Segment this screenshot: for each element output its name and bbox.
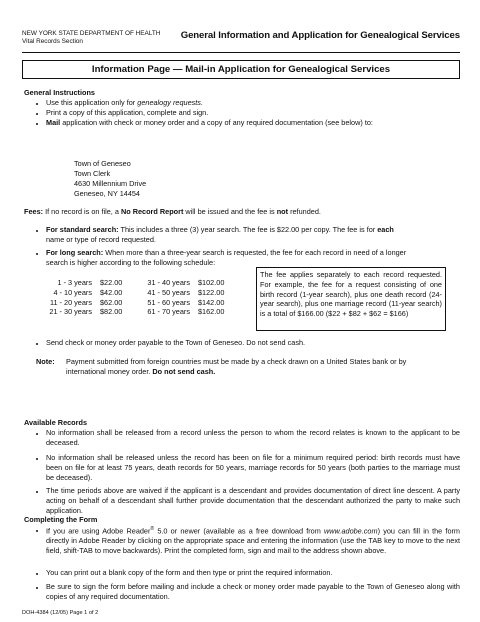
completing-item-1-text: If you are using Adobe Reader: [46, 526, 151, 536]
fees-long-label: For long search:: [46, 248, 104, 257]
completing-item-2: You can print out a blank copy of the form and then type or print the required information.: [46, 568, 333, 577]
fee-cell: $62.00: [100, 297, 123, 307]
fees-long-text: When more than a three-year search is requested, the fee for each record in need of a longer: [103, 248, 407, 257]
range-cell: 11 - 20 years: [49, 297, 92, 307]
fees-each: each: [377, 225, 394, 234]
general-instructions-heading: General Instructions: [24, 88, 95, 97]
range-cell: 61 - 70 years: [147, 307, 190, 317]
fees-standard: [46, 225, 458, 245]
bullet-icon: [36, 530, 38, 532]
address-line-3: 4630 Millennium Drive: [74, 178, 147, 188]
fees-intro-mid: will be issued and the fee is: [183, 207, 277, 216]
address-line-1: Town of Geneseo: [74, 159, 131, 168]
table-row: [46, 288, 234, 298]
mailing-address: [74, 159, 146, 199]
fee-cell: $22.00: [100, 278, 123, 287]
fees-no-record: No Record Report: [120, 207, 184, 216]
fees-label: Fees:: [24, 207, 44, 216]
document-page: [22, 22, 460, 616]
fees-standard-line-2: name or type of record requested.: [46, 234, 156, 244]
note-line-2: [66, 367, 460, 377]
range-cell: 21 - 30 years: [49, 307, 92, 317]
range-cell: 1 - 3 years: [57, 278, 92, 287]
bullet-icon: [36, 458, 38, 460]
page-footer: DOH-4384 (12/05) Page 1 of 2: [22, 610, 99, 616]
bullet-icon: [36, 573, 38, 575]
range-cell: 51 - 60 years: [147, 297, 190, 307]
fee-cell: $42.00: [100, 287, 123, 297]
bullet-icon: [36, 343, 38, 345]
fee-cell: $82.00: [100, 307, 123, 317]
fees-send-instruction: Send check or money order payable to the Town of Geneseo. Do not send cash.: [46, 338, 306, 347]
agency-section: Vital Records Section: [22, 38, 83, 45]
range-cell: 41 - 50 years: [147, 287, 190, 297]
general-item-1-text: Use this application only for: [46, 98, 138, 107]
agency-name: NEW YORK STATE DEPARTMENT OF HEALTH: [22, 30, 161, 37]
adobe-url: www.adobe.com: [324, 526, 378, 536]
completing-form-heading: Completing the Form: [24, 515, 98, 524]
fee-cell: $102.00: [198, 278, 225, 287]
table-row: [46, 298, 234, 308]
fee-schedule-table: [46, 278, 234, 317]
fees-standard-text: This includes a three (3) year search. The fee is $22.00 per copy. The fee is for: [118, 225, 378, 234]
fees-long: [46, 248, 460, 268]
bullet-icon: [36, 230, 38, 232]
document-title: General Information and Application for Genealogical Services: [180, 30, 460, 41]
table-row: [46, 307, 234, 317]
fees-standard-line-1: [46, 225, 458, 235]
fees-intro: [24, 207, 321, 217]
available-item-2: No information shall be released unless the record has been on file for a minimum required period: birth records must have been on file for at least 75 years, death records for 50 years, marriage records for 50 years (both parties to the marriage must be deceased).: [46, 453, 460, 482]
note-no-cash: Do not send cash.: [152, 366, 216, 376]
general-item-3: [46, 118, 373, 128]
header-divider: [22, 52, 460, 53]
completing-item-1-mid: 5.0 or newer (available as a free download from: [154, 526, 325, 536]
table-row: [46, 278, 234, 288]
registered-mark: ®: [150, 526, 155, 532]
range-cell: 4 - 10 years: [53, 287, 92, 297]
general-item-3-bold: Mail: [46, 118, 61, 127]
fees-not: not: [276, 207, 289, 216]
fees-standard-label: For standard search:: [46, 225, 119, 234]
page-header: [22, 30, 460, 52]
fees-intro-end: refunded.: [288, 207, 321, 216]
fees-long-line-1: [46, 248, 460, 258]
bullet-icon: [36, 113, 38, 115]
bullet-icon: [36, 123, 38, 125]
note-label: Note:: [36, 357, 55, 366]
completing-item-3: Be sure to sign the form before mailing and include a check or money order made payable to the Town of Geneseo along with copies of any required documentation.: [46, 582, 460, 601]
completing-item-1: [46, 525, 460, 556]
range-cell: 31 - 40 years: [147, 278, 190, 287]
address-line-2: Town Clerk: [74, 168, 111, 178]
fee-cell: $142.00: [198, 297, 225, 307]
available-records-heading: Available Records: [24, 418, 87, 427]
general-item-2: Print a copy of this application, complete and sign.: [46, 108, 209, 117]
agency-block: [22, 30, 160, 46]
general-item-1-emphasis: genealogy requests.: [137, 98, 203, 107]
bullet-icon: [36, 491, 38, 493]
fee-cell: $162.00: [198, 307, 225, 317]
available-item-1: No information shall be released from a record unless the person to whom the record relates is known to the applicant to be deceased.: [46, 428, 460, 447]
fee-example-box: The fee applies separately to each record requested. For example, the fee for a request consisting of one birth record (1-year search), plus one death record (24-year search), plus one marriage record (11-year search) is a total of $166.00 ($22 + $82 + $62 = $166): [256, 267, 446, 331]
address-line-4: Geneseo, NY 14454: [74, 188, 140, 198]
note-text: [66, 357, 460, 377]
note-line-1: Payment submitted from foreign countries must be made by a check drawn on a United States bank or by: [66, 357, 407, 366]
available-item-3: The time periods above are waived if the applicant is a descendant and provides documentation of direct line descent. A party acting on behalf of a descendant shall further provide documentation that the descendant authorized the party to make such application.: [46, 486, 460, 515]
info-page-title: Information Page — Mail-in Application for Genealogical Services: [22, 60, 460, 79]
fee-cell: $122.00: [198, 287, 225, 297]
completing-item-1-rest: ) you can fill in the form directly in Adobe Reader by clicking on the appropriate space and entering the information (use the TAB key to move to the next field, shift-TAB to move backwards). Print the completed form, sign and mail to the address shown above.: [46, 526, 461, 556]
bullet-icon: [36, 253, 38, 255]
bullet-icon: [36, 433, 38, 435]
note-line-2-text: international money order.: [66, 366, 153, 376]
bullet-icon: [36, 587, 38, 589]
general-item-3-text: application with check or money order and a copy of any required documentation (see below) to:: [60, 118, 373, 127]
fees-intro-text: If no record is on file, a: [45, 207, 121, 216]
general-item-1: [46, 98, 203, 108]
bullet-icon: [36, 103, 38, 105]
fees-long-line-2: search is higher according to the following schedule:: [46, 257, 216, 267]
